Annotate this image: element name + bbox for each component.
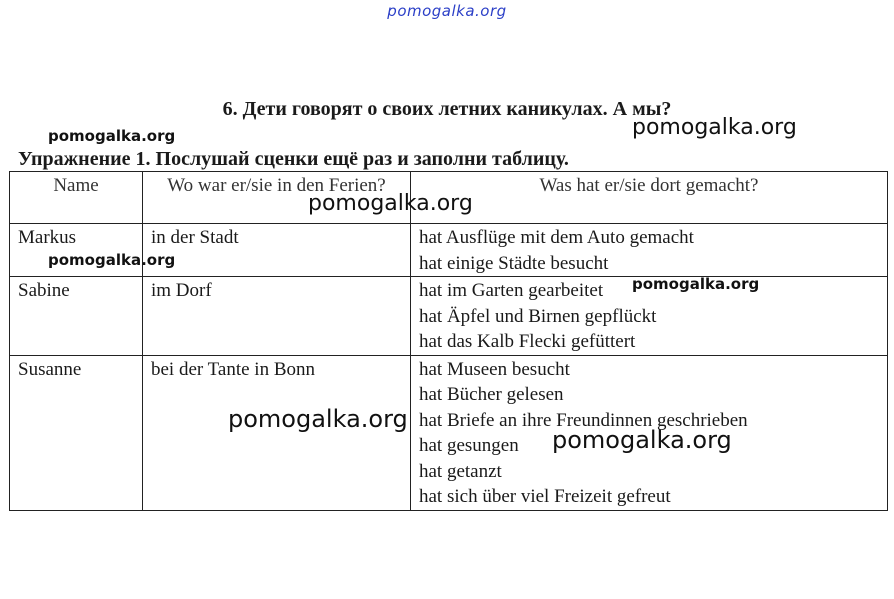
activity-line: hat einige Städte besucht bbox=[419, 252, 609, 274]
cell-name: Sabine bbox=[10, 277, 143, 356]
activity-line: hat Ausflüge mit dem Auto gemacht bbox=[419, 227, 694, 248]
header-where: Wo war er/sie in den Ferien? bbox=[143, 172, 411, 224]
watermark-text: pomogalka.org bbox=[552, 426, 732, 454]
answer-table bbox=[9, 171, 888, 511]
activity-line: hat sich über viel Freizeit gefreut bbox=[419, 486, 671, 507]
activity-line: hat Äpfel und Birnen gepflückt bbox=[419, 305, 657, 327]
watermark-text: pomogalka.org bbox=[632, 115, 797, 140]
watermark-text: pomogalka.org bbox=[308, 191, 473, 216]
activity-line: hat Briefe an ihre Freundinnen geschrieben bbox=[419, 409, 748, 431]
header-name: Name bbox=[10, 172, 143, 224]
watermark-text: pomogalka.org bbox=[48, 251, 176, 269]
cell-name: Markus bbox=[10, 224, 143, 277]
cell-place: im Dorf bbox=[143, 277, 411, 356]
watermark-text: pomogalka.org bbox=[48, 127, 176, 145]
watermark-text: pomogalka.org bbox=[228, 405, 408, 433]
activity-line: hat getanzt bbox=[419, 460, 502, 482]
watermark-top[interactable]: pomogalka.org bbox=[387, 2, 507, 20]
header-what: Was hat er/sie dort gemacht? bbox=[411, 172, 888, 224]
cell-name: Susanne bbox=[10, 355, 143, 510]
cell-activities bbox=[411, 224, 888, 277]
exercise-instruction: Упражнение 1. Послушай сценки ещё раз и заполни таблицу. bbox=[18, 148, 569, 170]
activity-line: hat Museen besucht bbox=[419, 358, 570, 380]
activity-line: hat das Kalb Flecki gefüttert bbox=[419, 331, 636, 352]
section-heading: 6. Дети говорят о своих летних каникулах. А мы? bbox=[222, 98, 672, 120]
cell-place: in der Stadt bbox=[143, 224, 411, 277]
watermark-text: pomogalka.org bbox=[632, 275, 760, 293]
activity-line: hat gesungen bbox=[419, 435, 519, 456]
cell-place: bei der Tante in Bonn bbox=[143, 355, 411, 510]
activity-line: hat Bücher gelesen bbox=[419, 384, 564, 405]
activity-line: hat im Garten gearbeitet bbox=[419, 280, 604, 301]
table-row bbox=[10, 355, 888, 510]
